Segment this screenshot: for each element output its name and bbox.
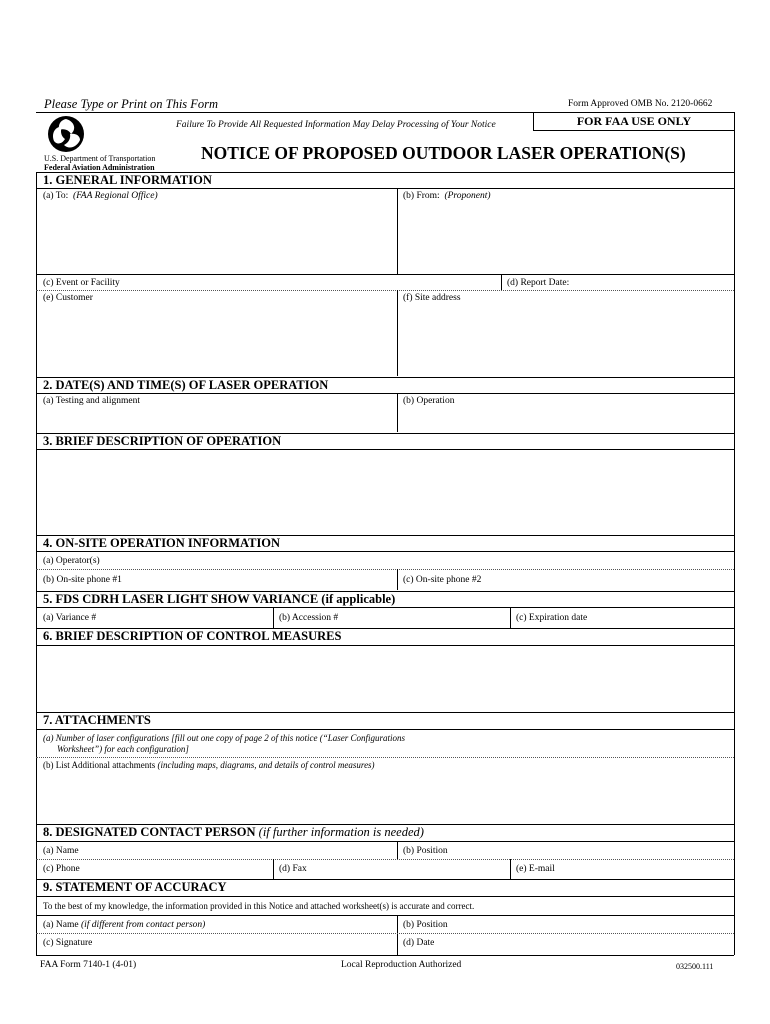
event-facility-field[interactable] bbox=[140, 275, 500, 289]
accession-field[interactable] bbox=[350, 609, 508, 626]
onsite-phone2-field[interactable] bbox=[500, 571, 733, 588]
section-5-title: 5. FDS CDRH LASER LIGHT SHOW VARIANCE (if applicable) bbox=[36, 591, 734, 607]
section-7-title: 7. ATTACHMENTS bbox=[36, 712, 734, 728]
expiration-date-field[interactable] bbox=[600, 609, 733, 626]
onsite-phone1-field[interactable] bbox=[140, 571, 396, 588]
contact-name-field[interactable] bbox=[90, 843, 396, 858]
form-title: NOTICE OF PROPOSED OUTDOOR LASER OPERATION(S) bbox=[201, 143, 686, 163]
s5-title-rule bbox=[36, 607, 734, 608]
type-print-note: Please Type or Print on This Form bbox=[44, 97, 219, 111]
frame-right bbox=[734, 112, 735, 955]
signature-date-label: (d) Date bbox=[403, 938, 435, 948]
s8-title-rule bbox=[36, 841, 734, 842]
s4-rule-2 bbox=[36, 569, 734, 570]
configurations-label-line1: (a) Number of laser configurations [fill out one copy of page 2 of this notice (“Laser Configurations bbox=[43, 733, 405, 743]
contact-fax-field[interactable] bbox=[310, 861, 508, 878]
section-3-title: 3. BRIEF DESCRIPTION OF OPERATION bbox=[36, 433, 734, 449]
contact-email-field[interactable] bbox=[560, 861, 733, 878]
event-facility-label: (c) Event or Facility bbox=[43, 278, 120, 288]
accuracy-statement: To the best of my knowledge, the information provided in this Notice and attached worksheet(s) is accurate and correct. bbox=[43, 901, 475, 911]
section-9-title: 9. STATEMENT OF ACCURACY bbox=[36, 879, 734, 895]
s5-divider-bc bbox=[510, 607, 511, 628]
omb-number: Form Approved OMB No. 2120-0662 bbox=[568, 99, 713, 109]
s8-rule-2 bbox=[36, 859, 734, 860]
s1-from-label: (b) From: (Proponent) bbox=[403, 191, 491, 201]
s1-title-rule bbox=[36, 188, 734, 189]
s7-title-rule bbox=[36, 729, 734, 730]
s9-divider bbox=[397, 915, 398, 955]
s8-divider-cd bbox=[273, 859, 274, 879]
contact-name-label: (a) Name bbox=[43, 846, 79, 856]
signer-position-label: (b) Position bbox=[403, 920, 448, 930]
contact-phone-label: (c) Phone bbox=[43, 864, 80, 874]
s4-divider bbox=[397, 569, 398, 590]
control-measures-field[interactable] bbox=[37, 647, 733, 710]
operation-description-field[interactable] bbox=[37, 451, 733, 533]
dot-triskelion-icon bbox=[47, 115, 85, 153]
contact-phone-field[interactable] bbox=[90, 861, 272, 878]
section-2-title: 2. DATE(S) AND TIME(S) OF LASER OPERATION bbox=[36, 377, 734, 393]
additional-attachments-label: (b) List Additional attachments (including maps, diagrams, and details of control measures) bbox=[43, 760, 375, 770]
contact-email-label: (e) E-mail bbox=[516, 864, 555, 874]
contact-fax-label: (d) Fax bbox=[279, 864, 307, 874]
onsite-phone1-label: (b) On-site phone #1 bbox=[43, 575, 122, 585]
contact-position-field[interactable] bbox=[460, 843, 733, 858]
configurations-label-line2: Worksheet”) for each configuration] bbox=[57, 744, 189, 754]
section-4-title: 4. ON-SITE OPERATION INFORMATION bbox=[36, 535, 734, 551]
signer-position-field[interactable] bbox=[460, 917, 733, 932]
signature-field[interactable] bbox=[100, 935, 396, 953]
s9-rule-2 bbox=[36, 915, 734, 916]
expiration-date-label: (c) Expiration date bbox=[516, 613, 588, 623]
from-field[interactable] bbox=[398, 204, 733, 272]
s1-divider-cd bbox=[501, 274, 502, 290]
reproduction-note: Local Reproduction Authorized bbox=[341, 960, 462, 970]
s1-to-label: (a) To: (FAA Regional Office) bbox=[43, 191, 158, 201]
to-field[interactable] bbox=[37, 204, 396, 272]
faa-use-box bbox=[533, 112, 734, 131]
s3-title-rule bbox=[36, 449, 734, 450]
report-date-label: (d) Report Date: bbox=[507, 278, 570, 288]
operators-label: (a) Operator(s) bbox=[43, 556, 100, 566]
s6-title-rule bbox=[36, 645, 734, 646]
operation-label: (b) Operation bbox=[403, 396, 455, 406]
section-1-title: 1. GENERAL INFORMATION bbox=[36, 172, 734, 188]
variance-field[interactable] bbox=[110, 609, 272, 626]
site-address-field[interactable] bbox=[398, 306, 733, 374]
operators-field[interactable] bbox=[110, 553, 732, 567]
customer-label: (e) Customer bbox=[43, 293, 93, 303]
section-8-title: 8. DESIGNATED CONTACT PERSON (if further information is needed) bbox=[36, 824, 734, 840]
contact-position-label: (b) Position bbox=[403, 846, 448, 856]
frame-bottom bbox=[36, 955, 734, 956]
s9-rule-3 bbox=[36, 933, 734, 934]
form-code: 032500.111 bbox=[676, 962, 714, 971]
accession-label: (b) Accession # bbox=[279, 613, 339, 623]
signer-name-field[interactable] bbox=[220, 917, 396, 932]
section-6-title: 6. BRIEF DESCRIPTION OF CONTROL MEASURES bbox=[36, 628, 734, 644]
dot-logo bbox=[47, 115, 85, 153]
customer-field[interactable] bbox=[37, 306, 396, 374]
report-date-field[interactable] bbox=[580, 275, 733, 289]
operation-field[interactable] bbox=[398, 408, 733, 431]
faa-use-label: FOR FAA USE ONLY bbox=[576, 114, 692, 128]
onsite-phone2-label: (c) On-site phone #2 bbox=[403, 575, 482, 585]
agency-name: Federal Aviation Administration bbox=[44, 163, 155, 172]
dept-name: U.S. Department of Transportation bbox=[44, 154, 156, 163]
s9-title-rule bbox=[36, 896, 734, 897]
testing-alignment-label: (a) Testing and alignment bbox=[43, 396, 141, 406]
s7-rule-2 bbox=[36, 757, 734, 758]
signer-name-label: (a) Name (if different from contact person) bbox=[43, 920, 206, 930]
s1-rule-3 bbox=[36, 290, 734, 291]
configurations-count-field[interactable] bbox=[230, 743, 732, 756]
additional-attachments-field[interactable] bbox=[37, 772, 733, 822]
s4-title-rule bbox=[36, 551, 734, 552]
variance-label: (a) Variance # bbox=[43, 613, 97, 623]
signature-date-field[interactable] bbox=[445, 935, 733, 953]
s2-title-rule bbox=[36, 393, 734, 394]
site-address-label: (f) Site address bbox=[403, 293, 461, 303]
testing-alignment-field[interactable] bbox=[37, 408, 396, 431]
signature-label: (c) Signature bbox=[43, 938, 93, 948]
s8-divider-de bbox=[510, 859, 511, 879]
s5-divider-ab bbox=[273, 607, 274, 628]
form-number: FAA Form 7140-1 (4-01) bbox=[40, 960, 137, 970]
failure-note: Failure To Provide All Requested Information May Delay Processing of Your Notice bbox=[176, 120, 496, 130]
s8-divider-ab bbox=[397, 841, 398, 859]
